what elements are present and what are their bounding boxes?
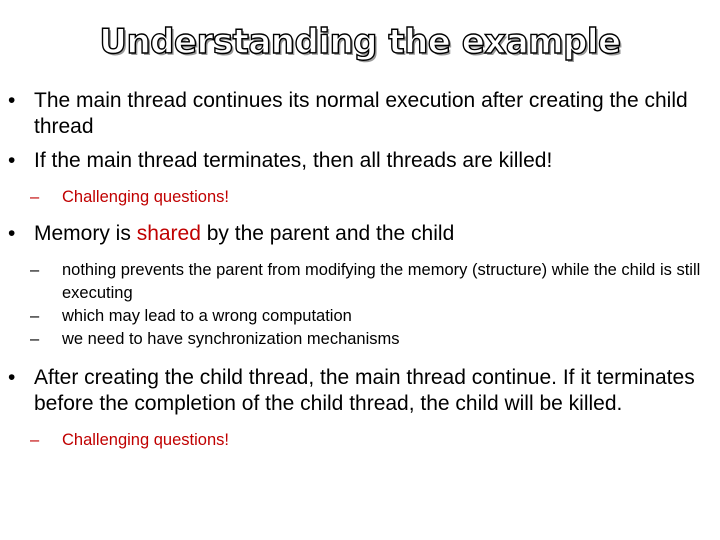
sub-bullet-text: which may lead to a wrong computation	[62, 307, 352, 325]
bullet-memory-shared	[8, 221, 708, 247]
sub-bullet-text: nothing prevents the parent from modifying the memory (structure) while the child is still executing	[62, 261, 701, 302]
sub-bullet-text: Challenging questions!	[62, 188, 229, 206]
dash-marker: –	[30, 188, 40, 206]
bullet-text-before: Memory is	[34, 222, 137, 245]
sub-bullet-text: we need to have synchronization mechanisms	[62, 330, 400, 348]
bullet-marker: •	[8, 89, 16, 112]
sub-bullet-text: Challenging questions!	[62, 431, 229, 449]
sub-bullet-nothing-prevents	[8, 259, 708, 305]
highlight-shared: shared	[136, 222, 201, 245]
bullet-marker: •	[8, 149, 16, 172]
sub-bullet-challenging-questions-2	[8, 429, 708, 452]
bullet-main-thread-continues	[8, 88, 708, 140]
bullet-marker: •	[8, 366, 16, 389]
slide-title: Understanding the example	[99, 22, 621, 62]
slide-body	[8, 88, 708, 452]
dash-marker: –	[30, 330, 40, 348]
bullet-marker: •	[8, 222, 16, 245]
dash-marker: –	[30, 431, 40, 449]
bullet-text: After creating the child thread, the main thread continue. If it terminates before the completion of the child thread, the child will be killed.	[34, 366, 695, 415]
bullet-text: If the main thread terminates, then all threads are killed!	[34, 149, 553, 172]
dash-marker: –	[30, 307, 40, 325]
bullet-after-creating-child	[8, 365, 708, 417]
bullet-text: The main thread continues its normal execution after creating the child thread	[34, 89, 688, 138]
sub-bullet-synchronization	[8, 328, 708, 351]
sub-bullet-wrong-computation	[8, 305, 708, 328]
bullet-main-thread-terminates	[8, 148, 708, 174]
dash-marker: –	[30, 261, 40, 279]
bullet-text-after: by the parent and the child	[200, 222, 455, 245]
sub-bullet-challenging-questions	[8, 186, 708, 209]
